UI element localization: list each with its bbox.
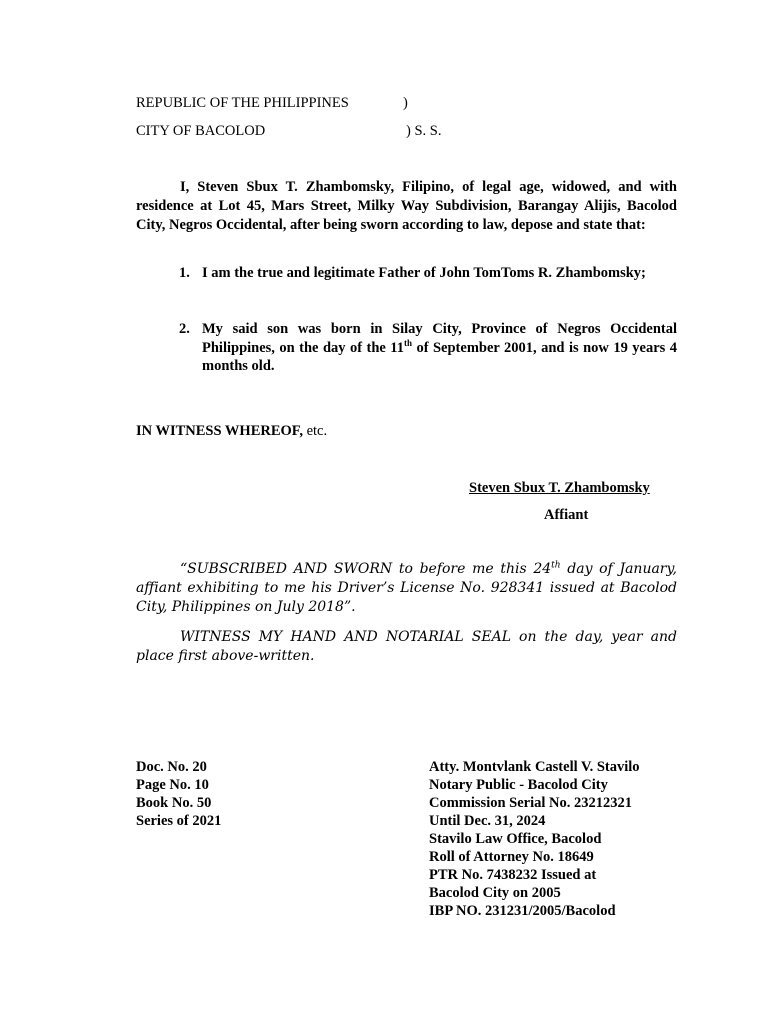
book-number: Book No. 50 <box>136 795 212 811</box>
notary-name: Atty. Montvlank Castell V. Stavilo <box>429 759 640 775</box>
intro-paragraph <box>136 178 677 235</box>
commission-serial: Commission Serial No. 23212321 <box>429 795 632 811</box>
ptr-number: PTR No. 7438232 Issued at <box>429 867 597 883</box>
notary-title: Notary Public - Bacolod City <box>429 777 608 793</box>
roll-of-attorney: Roll of Attorney No. 18649 <box>429 849 594 865</box>
list-item-text: My said son was born in Silay City, Province of Negros Occidental Philippines, on the day of the 11th of September 2001, and is now 19 years 4 months old. <box>202 321 677 374</box>
law-office: Stavilo Law Office, Bacolod <box>429 831 602 847</box>
caption-republic: REPUBLIC OF THE PHILIPPINES <box>136 95 349 111</box>
series-year: Series of 2021 <box>136 813 222 829</box>
caption-paren: ) <box>403 95 408 111</box>
notary-block <box>429 758 640 920</box>
witness-clause: IN WITNESS WHEREOF, etc. <box>136 423 328 439</box>
affiant-name: Steven Sbux T. Zhambomsky <box>469 480 650 496</box>
list-item <box>179 320 677 380</box>
caption-city: CITY OF BACOLOD <box>136 123 266 139</box>
list-item-number: 1. <box>179 265 190 281</box>
doc-number: Doc. No. 20 <box>136 759 207 775</box>
commission-until: Until Dec. 31, 2024 <box>429 813 546 829</box>
ibp-number: IBP NO. 231231/2005/Bacolod <box>429 903 616 919</box>
list-item-text: I am the true and legitimate Father of John TomToms R. Zhambomsky; <box>202 265 646 281</box>
caption-ss: ) S. S. <box>406 123 442 139</box>
jurat-paragraph: “SUBSCRIBED AND SWORN to before me this 24th day of January, affiant exhibiting to me his Driver’s License No. 928341 issued at Bacolod City, Philippines on July 2018”. <box>136 560 677 615</box>
affiant-label: Affiant <box>544 507 589 523</box>
intro-text: I, Steven Sbux T. Zhambomsky, Filipino, of legal age, widowed, and with residence at Lot 45, Mars Street, Milky Way Subdivision, Barangay Alijis, Bacolod City, Negros Occidental, after being sworn according to law, depose and state that: <box>136 179 677 233</box>
list-item-number: 2. <box>179 321 190 337</box>
list-item <box>179 264 677 304</box>
ptr-place: Bacolod City on 2005 <box>429 885 561 901</box>
page-number: Page No. 10 <box>136 777 209 793</box>
notarial-seal-paragraph: WITNESS MY HAND AND NOTARIAL SEAL on the day, year and place first above-written. <box>136 629 677 664</box>
doc-info-block <box>136 758 221 830</box>
